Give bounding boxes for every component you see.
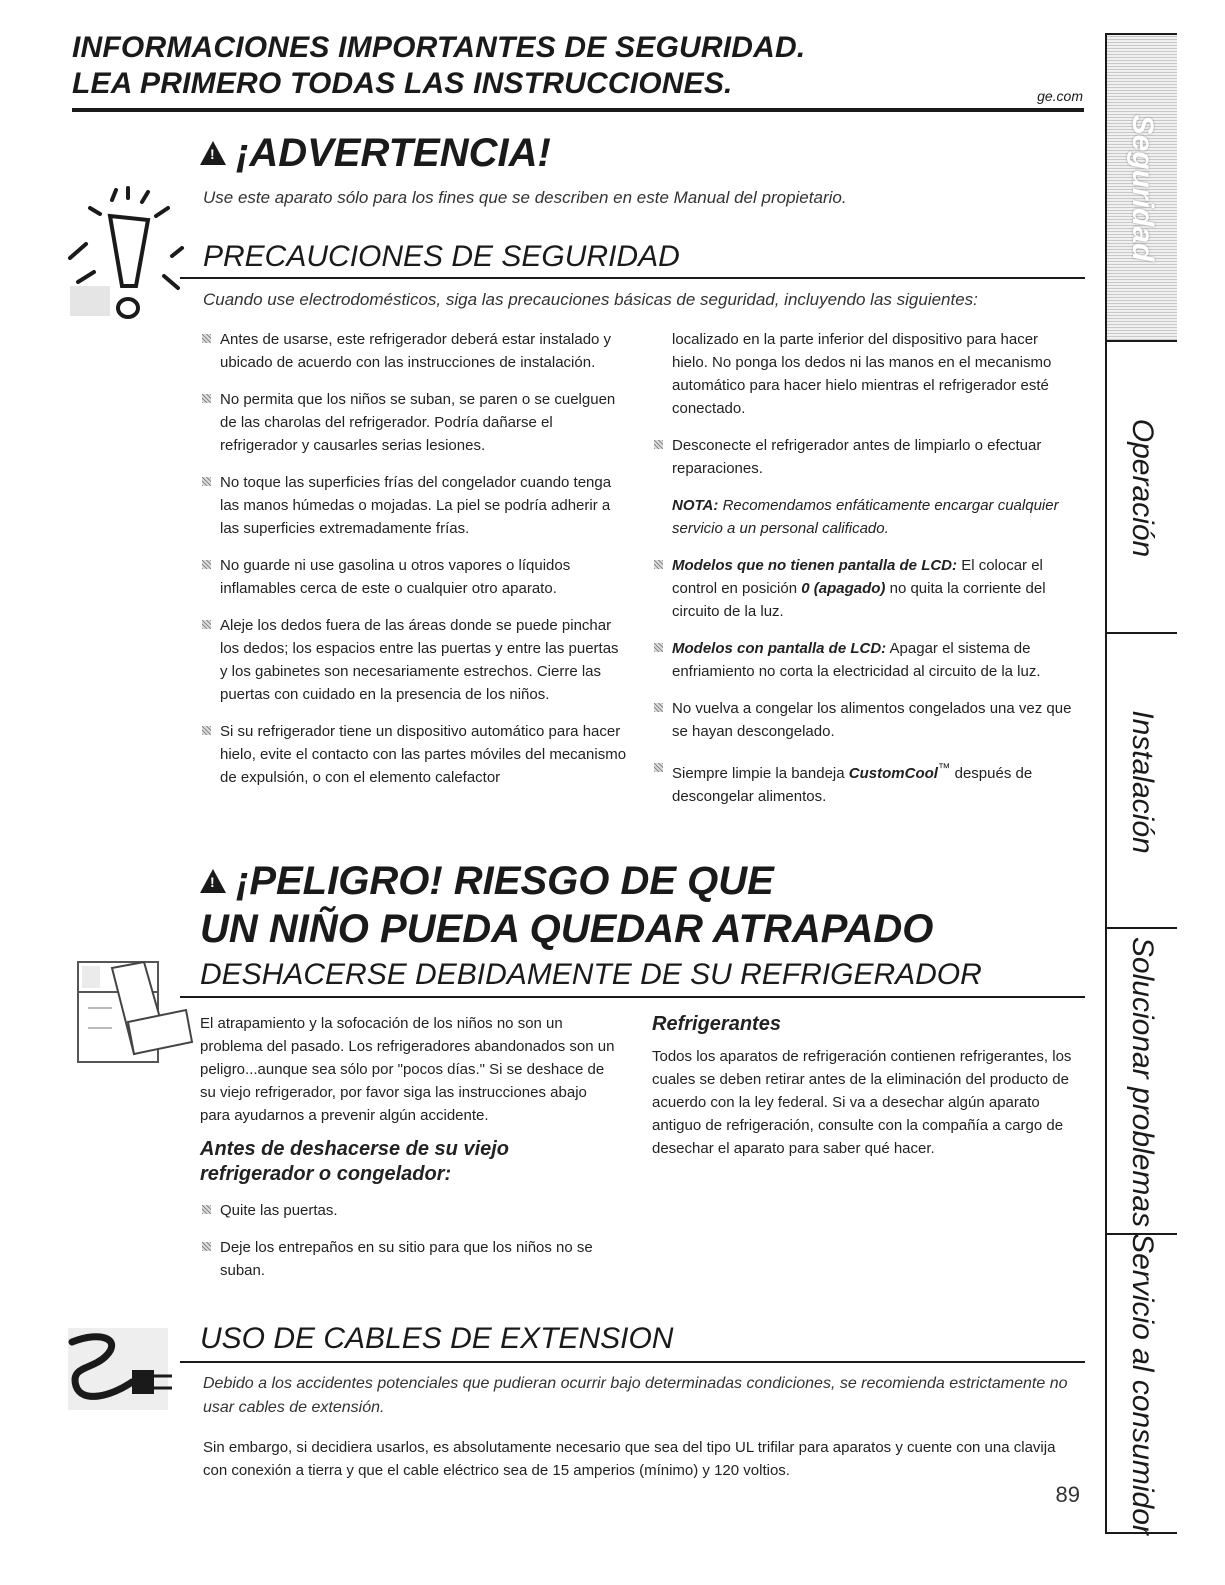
safety-intro: Cuando use electrodomésticos, siga las precauciones básicas de seguridad, incluyendo las siguientes: bbox=[203, 290, 978, 309]
before-disposal-heading: Antes de deshacerse de su viejo refrigerador o congelador: bbox=[200, 1138, 510, 1185]
safety-heading: PRECAUCIONES DE SEGURIDAD bbox=[203, 240, 680, 273]
disposal-step: Deje los entrepaños en su sitio para que los niños no se suban. bbox=[200, 1236, 620, 1282]
safety-left-column bbox=[200, 328, 630, 803]
tab-servicio-al-consumidor[interactable] bbox=[1107, 1232, 1177, 1535]
tab-operacion[interactable] bbox=[1107, 340, 1177, 634]
section-tabs bbox=[1105, 33, 1177, 1534]
safety-right-column bbox=[652, 328, 1077, 822]
exclamation-burst-icon bbox=[60, 186, 190, 326]
plug-icon bbox=[62, 1326, 182, 1416]
header-rule bbox=[72, 108, 1084, 112]
safety-item: Desconecte el refrigerador antes de limpiarlo o efectuar reparaciones. bbox=[652, 434, 1077, 480]
extension-intro: Debido a los accidentes potenciales que pudieran ocurrir bajo determinadas condiciones, se recomienda estrictamente no usar cables de extensión. bbox=[203, 1375, 1068, 1416]
tab-seguridad[interactable] bbox=[1107, 35, 1177, 340]
disposal-heading: DESHACERSE DEBIDAMENTE DE SU REFRIGERADOR bbox=[200, 958, 982, 991]
safety-item: No permita que los niños se suban, se paren o se cuelguen de las charolas del refrigerador. Podría dañarse el refrigerador y causarles serias lesiones. bbox=[200, 388, 630, 457]
tab-label: Instalación bbox=[1126, 709, 1159, 854]
safety-item: Aleje los dedos fuera de las áreas donde se puede pinchar los dedos; los espacios entre las puertas y entre las puertas y los gabinetes son necesariamente estrechos. Cierre las puertas con cuidado en la presencia de los niños. bbox=[200, 614, 630, 706]
header-line-1: INFORMACIONES IMPORTANTES DE SEGURIDAD. bbox=[72, 31, 806, 64]
tab-instalacion[interactable] bbox=[1107, 632, 1177, 929]
tab-solucionar-problemas[interactable] bbox=[1107, 927, 1177, 1235]
safety-item-lcd: Modelos con pantalla de LCD: Apagar el sistema de enfriamiento no corta la electricidad al circuito de la luz. bbox=[652, 637, 1077, 683]
extension-heading: USO DE CABLES DE EXTENSION bbox=[200, 1322, 674, 1355]
refrigerator-icon bbox=[72, 958, 197, 1068]
safety-item: No toque las superficies frías del congelador cuando tenga las manos húmedas o mojadas. La piel se podría adherir a las superficies extremadamente frías. bbox=[200, 471, 630, 540]
warning-subtitle: Use este aparato sólo para los fines que se describen en este Manual del propietario. bbox=[203, 188, 847, 207]
disposal-left-column bbox=[200, 1012, 620, 1296]
safety-item-continued: localizado en la parte inferior del dispositivo para hacer hielo. No ponga los dedos ni las manos en el mecanismo automático para hacer hielo mientras el refrigerador esté conectado. bbox=[672, 331, 1052, 417]
tab-label: Solucionar problemas bbox=[1126, 936, 1159, 1228]
tab-label: Operación bbox=[1126, 418, 1159, 558]
page-number: 89 bbox=[1055, 1482, 1080, 1507]
website-label: ge.com bbox=[1037, 88, 1083, 104]
extension-rule bbox=[180, 1361, 1085, 1363]
danger-title-line-2: UN NIÑO PUEDA QUEDAR ATRAPADO bbox=[200, 907, 934, 951]
safety-item: Antes de usarse, este refrigerador deberá estar instalado y ubicado de acuerdo con las instrucciones de instalación. bbox=[200, 328, 630, 374]
warning-title: !¡ADVERTENCIA! bbox=[200, 130, 551, 176]
tab-label: Seguridad bbox=[1126, 114, 1159, 261]
refrigerants-text: Todos los aparatos de refrigeración contienen refrigerantes, los cuales se deben retirar antes de la eliminación del producto de acuerdo con la ley federal. Si va a desechar algún aparato antiguo de refrigeración, consulte con la compañía a cargo de desechar el aparato para saber qué hacer. bbox=[652, 1048, 1072, 1157]
tab-label: Servicio al consumidor bbox=[1126, 1232, 1159, 1535]
danger-title-line-1: !¡PELIGRO! RIESGO DE QUE bbox=[200, 858, 774, 904]
safety-item: Si su refrigerador tiene un dispositivo automático para hacer hielo, evite el contacto con las partes móviles del mecanismo de expulsión, o con el elemento calefactor bbox=[200, 720, 630, 789]
safety-note: NOTA: Recomendamos enfáticamente encargar cualquier servicio a un personal calificado. bbox=[672, 497, 1059, 537]
warning-triangle-icon bbox=[200, 869, 226, 893]
warning-triangle-icon bbox=[200, 141, 226, 165]
safety-rule bbox=[180, 277, 1085, 279]
refrigerants-column bbox=[652, 1012, 1077, 1160]
safety-item: No vuelva a congelar los alimentos congelados una vez que se hayan descongelado. bbox=[652, 697, 1077, 743]
safety-item: No guarde ni use gasolina u otros vapores o líquidos inflamables cerca de este o cualquier otro aparato. bbox=[200, 554, 630, 600]
disposal-rule bbox=[180, 996, 1085, 998]
disposal-intro: El atrapamiento y la sofocación de los niños no son un problema del pasado. Los refrigeradores abandonados son un peligro...aunque sea sólo por "pocos días." Si se deshace de su viejo refrigerador, por favor siga las instrucciones abajo para ayudarnos a prevenir algún accidente. bbox=[200, 1015, 615, 1124]
safety-item-no-lcd: Modelos que no tienen pantalla de LCD: El colocar el control en posición 0 (apagado) no quita la corriente del circuito de la luz. bbox=[652, 554, 1077, 623]
disposal-step: Quite las puertas. bbox=[200, 1199, 620, 1222]
header-line-2: LEA PRIMERO TODAS LAS INSTRUCCIONES. bbox=[72, 67, 733, 100]
extension-body: Sin embargo, si decidiera usarlos, es absolutamente necesario que sea del tipo UL trifilar para aparatos y cuente con una clavija con conexión a tierra y que el cable eléctrico sea de 15 amperios (mínimo) y 120 voltios. bbox=[203, 1439, 1056, 1479]
refrigerants-heading: Refrigerantes bbox=[652, 1013, 781, 1035]
safety-item-customcool: Siempre limpie la bandeja CustomCool™ después de descongelar alimentos. bbox=[652, 757, 1077, 808]
